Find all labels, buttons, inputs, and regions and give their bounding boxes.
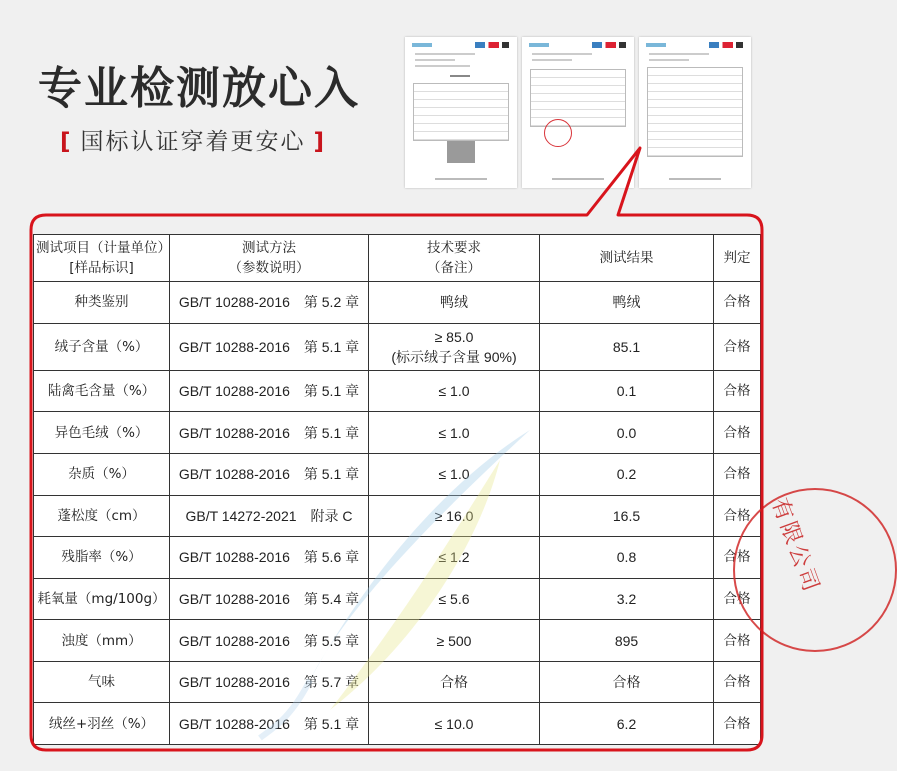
table-row <box>34 453 761 495</box>
cell-method: GB/T 10288-2016 第 5.7 章 <box>170 661 369 703</box>
table-row <box>34 324 761 371</box>
cell-verdict: 合格 <box>714 453 761 495</box>
cell-verdict: 合格 <box>714 495 761 537</box>
report-page-3 <box>639 37 751 188</box>
test-results-table-container <box>33 234 760 745</box>
table-row <box>34 620 761 662</box>
test-results-table <box>33 234 761 745</box>
cell-method: GB/T 10288-2016 第 5.1 章 <box>170 324 369 371</box>
cell-item: 浊度（mm） <box>34 620 170 662</box>
cell-item: 杂质（%） <box>34 453 170 495</box>
cell-method: GB/T 14272-2021 附录 C <box>170 495 369 537</box>
cell-requirement: ≥ 500 <box>369 620 540 662</box>
cell-verdict: 合格 <box>714 281 761 324</box>
cell-method: GB/T 10288-2016 第 5.1 章 <box>170 412 369 454</box>
header-method: 测试方法 （参数说明） <box>170 235 369 282</box>
cell-requirement: ≤ 1.0 <box>369 412 540 454</box>
cell-item: 绒子含量（%） <box>34 324 170 371</box>
header-item: 测试项目（计量单位） [样品标识] <box>34 235 170 282</box>
cell-method: GB/T 10288-2016 第 5.1 章 <box>170 453 369 495</box>
company-seal: 有限公司 <box>733 488 897 652</box>
subtitle-text: 国标认证穿着更安心 <box>80 129 306 155</box>
cell-result: 895 <box>540 620 714 662</box>
cell-result: 合格 <box>540 661 714 703</box>
cell-verdict: 合格 <box>714 578 761 620</box>
cell-requirement: ≤ 1.0 <box>369 453 540 495</box>
cell-result: 0.2 <box>540 453 714 495</box>
cell-requirement: ≤ 5.6 <box>369 578 540 620</box>
cell-item: 种类鉴别 <box>34 281 170 324</box>
bracket-right: ] <box>313 129 327 155</box>
cell-item: 气味 <box>34 661 170 703</box>
cell-method: GB/T 10288-2016 第 5.1 章 <box>170 370 369 412</box>
page-subtitle <box>52 123 334 156</box>
cell-item: 绒丝+羽丝（%） <box>34 703 170 745</box>
cell-item: 陆禽毛含量（%） <box>34 370 170 412</box>
cell-verdict: 合格 <box>714 324 761 371</box>
cell-item: 蓬松度（cm） <box>34 495 170 537</box>
cell-requirement: 鸭绒 <box>369 281 540 324</box>
table-row <box>34 661 761 703</box>
cell-result: 0.0 <box>540 412 714 454</box>
cell-item: 耗氧量（mg/100g） <box>34 578 170 620</box>
cell-requirement: ≤ 1.2 <box>369 537 540 579</box>
bracket-left: [ <box>60 129 73 155</box>
cell-result: 85.1 <box>540 324 714 371</box>
report-page-2 <box>522 37 634 188</box>
table-row <box>34 495 761 537</box>
cell-method: GB/T 10288-2016 第 5.4 章 <box>170 578 369 620</box>
cell-requirement: ≥ 85.0 (标示绒子含量 90%) <box>369 324 540 371</box>
cell-verdict: 合格 <box>714 620 761 662</box>
table-row <box>34 537 761 579</box>
cell-item: 残脂率（%） <box>34 537 170 579</box>
table-row <box>34 281 761 324</box>
cell-verdict: 合格 <box>714 661 761 703</box>
cell-result: 0.1 <box>540 370 714 412</box>
cell-result: 3.2 <box>540 578 714 620</box>
cell-result: 0.8 <box>540 537 714 579</box>
table-row <box>34 412 761 454</box>
cell-verdict: 合格 <box>714 412 761 454</box>
cell-requirement: 合格 <box>369 661 540 703</box>
cell-requirement: ≤ 10.0 <box>369 703 540 745</box>
cell-method: GB/T 10288-2016 第 5.6 章 <box>170 537 369 579</box>
table-row <box>34 578 761 620</box>
cell-requirement: ≥ 16.0 <box>369 495 540 537</box>
cell-verdict: 合格 <box>714 537 761 579</box>
cell-item: 异色毛绒（%） <box>34 412 170 454</box>
cell-verdict: 合格 <box>714 703 761 745</box>
table-row <box>34 370 761 412</box>
cell-result: 16.5 <box>540 495 714 537</box>
table-header-row <box>34 235 761 282</box>
cell-result: 鸭绒 <box>540 281 714 324</box>
cell-method: GB/T 10288-2016 第 5.5 章 <box>170 620 369 662</box>
header-result: 测试结果 <box>540 235 714 282</box>
header-verdict: 判定 <box>714 235 761 282</box>
cell-method: GB/T 10288-2016 第 5.1 章 <box>170 703 369 745</box>
cell-result: 6.2 <box>540 703 714 745</box>
header-requirement: 技术要求 （备注） <box>369 235 540 282</box>
page-title: 专业检测放心入 <box>38 63 360 114</box>
cell-method: GB/T 10288-2016 第 5.2 章 <box>170 281 369 324</box>
report-page-1 <box>405 37 517 188</box>
table-row <box>34 703 761 745</box>
cell-requirement: ≤ 1.0 <box>369 370 540 412</box>
cell-verdict: 合格 <box>714 370 761 412</box>
